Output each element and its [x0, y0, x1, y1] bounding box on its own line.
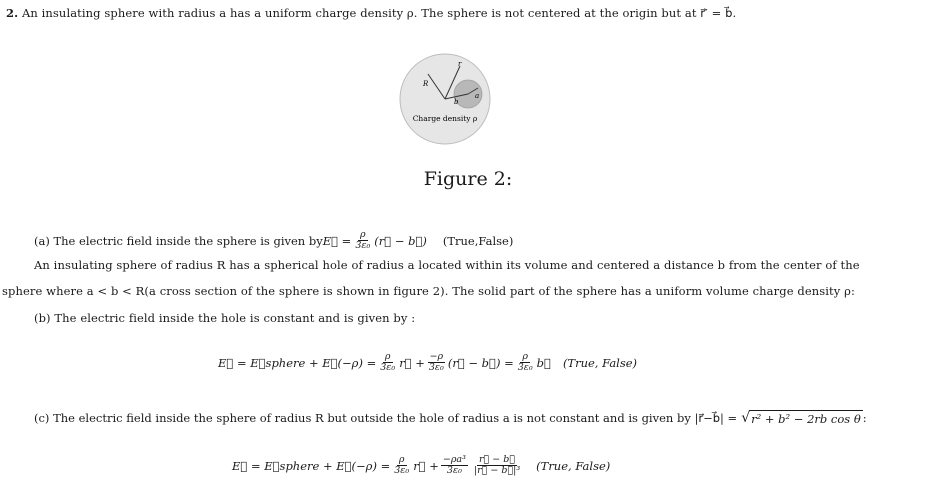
problem-text: An insulating sphere with radius a has a uniform charge density ρ. The sphere is not centered at the origin but at r⃗′ = b⃗. — [21, 6, 737, 20]
part-b-equation — [218, 352, 637, 374]
part-b-term-1: r⃗ + — [399, 355, 425, 370]
part-c-frac-2 — [441, 455, 468, 477]
part-c-frac-3 — [472, 455, 522, 477]
paragraph-line-2: sphere where a < b < R(a cross section of the sphere is shown in figure 2). The solid part of the sphere has a uniform volume charge density ρ: — [2, 284, 855, 298]
label-R: R — [423, 80, 429, 88]
part-b-frac-3-den: 3ε₀ — [517, 362, 533, 374]
label-b: b — [454, 98, 459, 106]
part-b-options: (True, False) — [562, 355, 638, 370]
part-a-text: (a) The electric field inside the sphere is given by — [34, 233, 323, 248]
problem-number: 2. — [6, 6, 19, 20]
label-charge-density: Charge density ρ — [412, 114, 478, 123]
label-a: a — [475, 92, 480, 100]
part-b-frac-1-num: ρ — [384, 351, 391, 362]
part-b-frac-2-num: −ρ — [429, 351, 444, 362]
part-a-fraction — [353, 230, 372, 252]
part-b-term-2: (r⃗ − b⃗) = — [447, 355, 514, 370]
part-c-frac-2-num: −ρa³ — [442, 454, 466, 465]
part-a — [34, 230, 513, 252]
part-a-lhs: E⃗ = — [322, 233, 352, 248]
part-a-frac-den: 3ε₀ — [355, 240, 371, 252]
part-c-frac-3-den: |r⃗ − b⃗|³ — [473, 465, 521, 477]
problem-statement — [6, 6, 736, 20]
part-c-frac-1-num: ρ — [398, 454, 405, 465]
part-b-lhs: E⃗ = E⃗sphere + E⃗(−ρ) = — [218, 355, 377, 370]
label-r: r — [458, 60, 462, 68]
part-c-text-line — [34, 410, 867, 426]
part-a-rhs: (r⃗ − b⃗) — [374, 233, 427, 248]
part-b-term-3: b⃗ — [536, 355, 551, 370]
part-b-frac-3-num: ρ — [522, 351, 528, 362]
sphere-figure — [398, 52, 492, 146]
part-c-tail: : — [862, 411, 867, 425]
part-c-equation — [232, 455, 610, 477]
part-a-options: (True,False) — [442, 233, 514, 248]
part-c-frac-3-num: r⃗ − b⃗ — [479, 454, 516, 465]
sphere-diagram — [398, 52, 492, 146]
part-c-term-1: r⃗ + — [413, 458, 439, 473]
paragraph-line-1: An insulating sphere of radius R has a spherical hole of radius a located within its volume and centered a distance b from the center of the — [34, 258, 860, 272]
figure-caption: Figure 2: — [423, 168, 513, 190]
part-c-frac-1-den: 3ε₀ — [394, 465, 410, 477]
sqrt-symbol: √ — [741, 410, 751, 426]
part-a-frac-num: ρ — [360, 229, 366, 240]
part-b-text: (b) The electric field inside the hole is constant and is given by : — [34, 311, 416, 325]
part-c-frac-2-den: 3ε₀ — [446, 465, 462, 477]
part-c-lhs: E⃗ = E⃗sphere + E⃗(−ρ) = — [232, 458, 391, 473]
part-b-frac-1 — [378, 352, 397, 374]
part-b-frac-2-den: 3ε₀ — [428, 362, 444, 374]
part-c-frac-1 — [392, 455, 411, 477]
part-c-options: (True, False) — [536, 458, 611, 473]
part-b-frac-2 — [427, 352, 446, 374]
part-b-frac-3 — [516, 352, 535, 374]
part-c-sqrt: r² + b² − 2rb cos θ — [751, 412, 861, 426]
part-c-text: (c) The electric field inside the sphere of radius R but outside the hole of radius a is not constant and is given by |r⃗−b⃗| = — [34, 411, 738, 425]
part-b-frac-1-den: 3ε₀ — [380, 362, 396, 374]
